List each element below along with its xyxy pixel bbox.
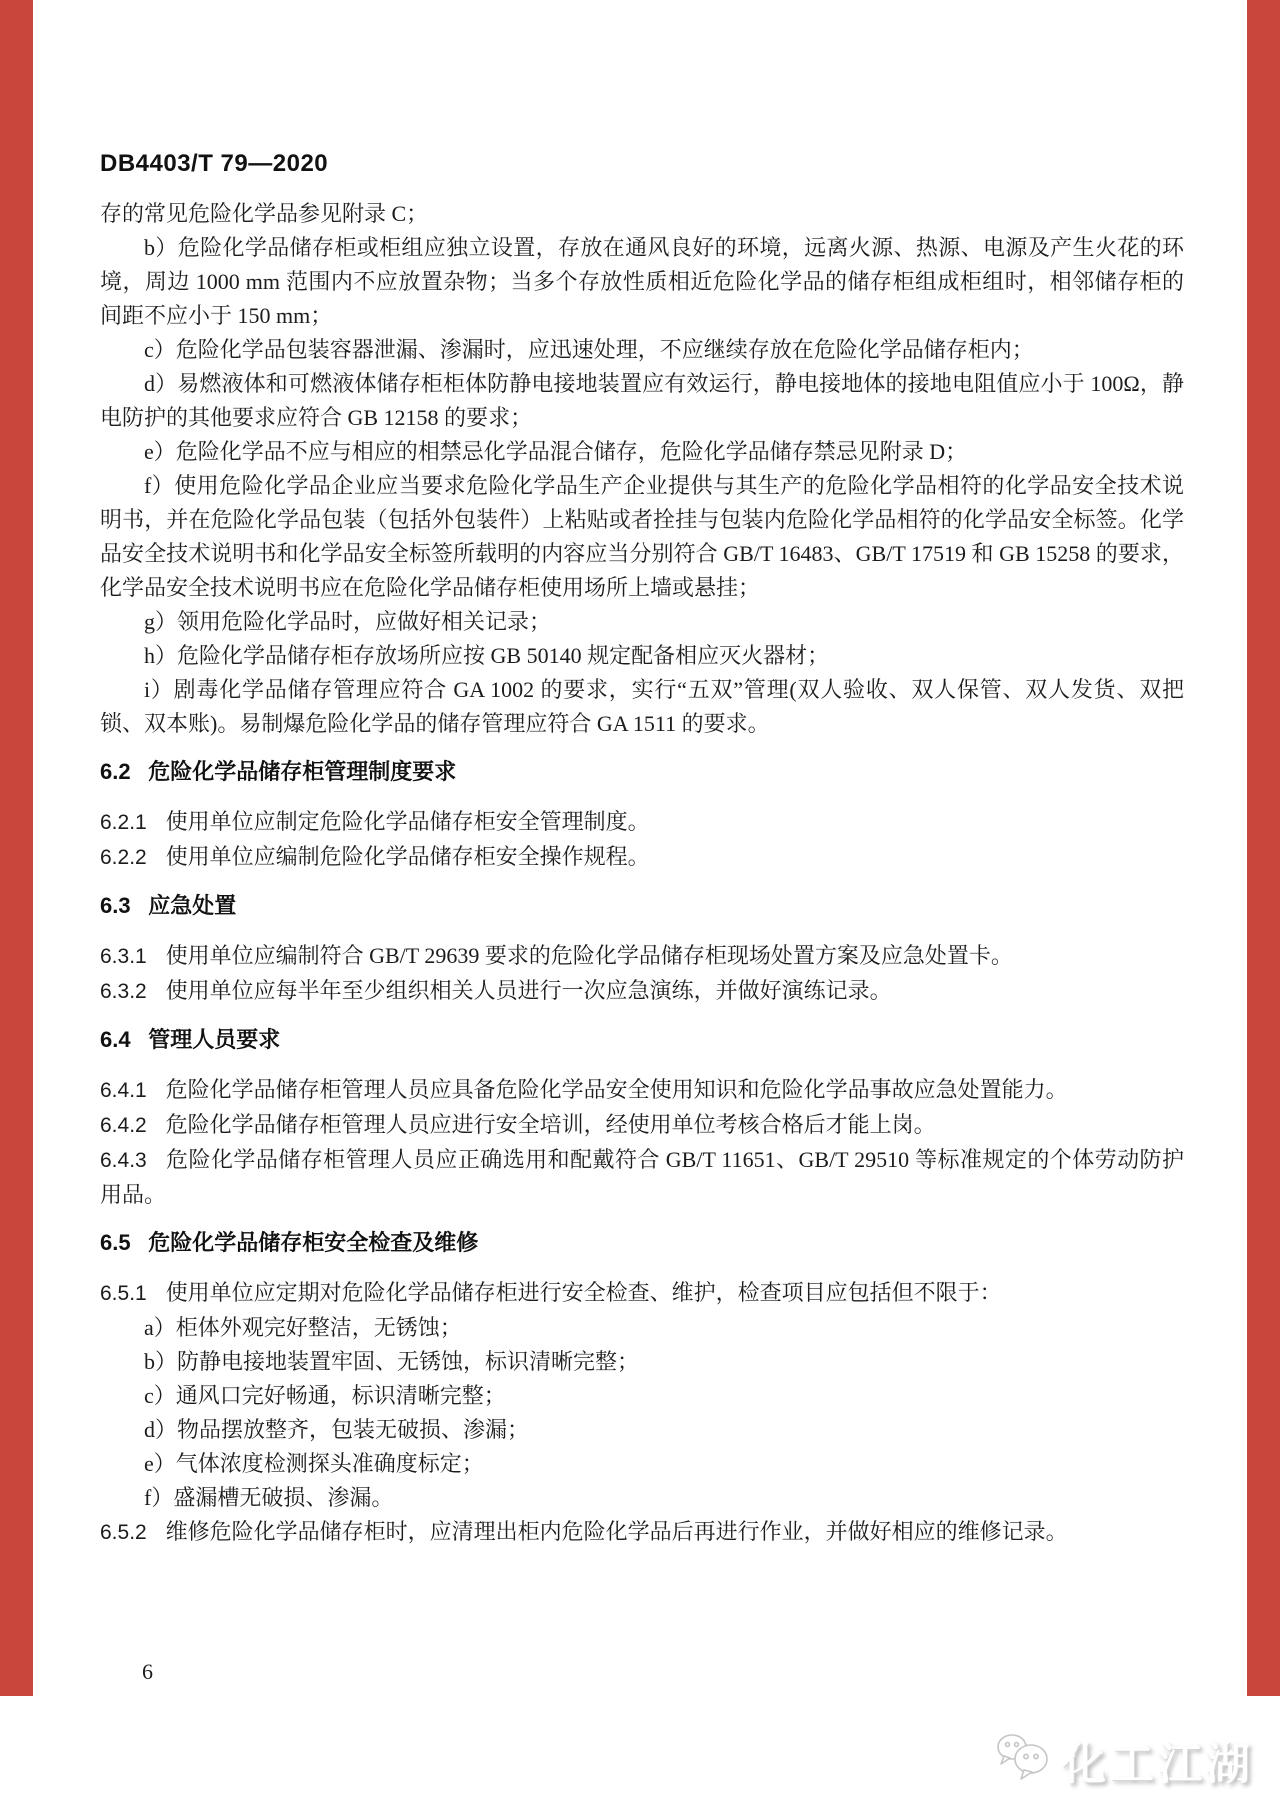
document-page [100,0,1184,1550]
clause-number: 6.2.1 [100,811,147,834]
section-number: 6.3 [100,893,131,918]
check-item-d: d）物品摆放整齐，包装无破损、渗漏； [144,1417,530,1442]
clause-6-2-2 [100,840,1184,875]
paragraph-continuation: 存的常见危险化学品参见附录 C； [100,201,429,226]
check-item-e: e）气体浓度检测探头准确度标定； [144,1451,484,1476]
clause-6-4-3 [100,1143,1184,1212]
section-title: 管理人员要求 [148,1027,281,1052]
section-heading-6-4 [100,1023,1184,1057]
clause-number: 6.3.2 [100,980,147,1003]
list-item-d: d）易燃液体和可燃液体储存柜柜体防静电接地装置应有效运行，静电接地体的接地电阻值应小于 100Ω，静电防护的其他要求应符合 GB 12158 的要求； [100,371,1184,430]
clause-text: 危险化学品储存柜管理人员应进行安全培训，经使用单位考核合格后才能上岗。 [165,1112,936,1137]
clause-text: 危险化学品储存柜管理人员应具备危险化学品安全使用知识和危险化学品事故应急处置能力。 [165,1077,1068,1102]
clause-6-4-1 [100,1073,1184,1108]
page-number: 6 [142,1659,153,1684]
clause-text: 危险化学品储存柜管理人员应正确选用和配戴符合 GB/T 11651、GB/T 29510 等标准规定的个体劳动防护用品。 [100,1147,1184,1207]
clause-6-4-2 [100,1108,1184,1143]
check-item-c: c）通风口完好畅通，标识清晰完整； [144,1383,506,1408]
doc-code: DB4403/T 79—2020 [100,150,329,177]
section-heading-6-3 [100,889,1184,923]
clause-number: 6.5.2 [100,1521,147,1544]
clause-number: 6.2.2 [100,846,147,869]
section-title: 危险化学品储存柜管理制度要求 [148,759,457,784]
clause-number: 6.4.3 [100,1149,147,1172]
clause-number: 6.4.1 [100,1079,147,1102]
section-title: 应急处置 [148,893,237,918]
clause-number: 6.4.2 [100,1114,147,1137]
clause-6-5-2 [100,1515,1184,1550]
clause-text: 维修危险化学品储存柜时，应清理出柜内危险化学品后再进行作业，并做好相应的维修记录。 [165,1519,1068,1544]
page-edge-strip-right [1247,0,1280,1696]
clause-text: 使用单位应每半年至少组织相关人员进行一次应急演练，并做好演练记录。 [165,978,892,1003]
list-item-c: c）危险化学品包装容器泄漏、渗漏时，应迅速处理，不应继续存放在危险化学品储存柜内； [144,337,1034,362]
section-number: 6.5 [100,1230,131,1255]
clause-6-3-2 [100,974,1184,1009]
clause-number: 6.3.1 [100,945,147,968]
list-item-b: b）危险化学品储存柜或柜组应独立设置，存放在通风良好的环境，远离火源、热源、电源及产生火花的环境，周边 1000 mm 范围内不应放置杂物；当多个存放性质相近危险化学品的储存柜组成柜组时，相邻储存柜的间距不应小于 150 mm； [100,235,1184,328]
clause-text: 使用单位应定期对危险化学品储存柜进行安全检查、维护，检查项目应包括但不限于： [165,1280,1002,1305]
clause-number: 6.5.1 [100,1282,147,1305]
clause-text: 使用单位应编制危险化学品储存柜安全操作规程。 [165,844,650,869]
section-title: 危险化学品储存柜安全检查及维修 [148,1230,479,1255]
check-item-f: f）盛漏槽无破损、渗漏。 [144,1485,394,1510]
check-item-b: b）防静电接地装置牢固、无锈蚀，标识清晰完整； [144,1349,640,1374]
brand-watermark-text: 化工江湖 [1062,1740,1254,1789]
clause-text: 使用单位应制定危险化学品储存柜安全管理制度。 [165,809,650,834]
list-item-e: e）危险化学品不应与相应的相禁忌化学品混合储存，危险化学品储存禁忌见附录 D； [144,439,968,464]
page-edge-strip-left [0,0,33,1696]
brand-watermark [994,1728,1254,1792]
clause-6-2-1 [100,805,1184,840]
section-heading-6-2 [100,755,1184,789]
wechat-chat-bubbles-icon [994,1731,1052,1790]
clause-6-3-1 [100,939,1184,974]
check-item-a: a）柜体外观完好整洁，无锈蚀； [144,1315,462,1340]
list-item-f: f）使用危险化学品企业应当要求危险化学品生产企业提供与其生产的危险化学品相符的化学品安全技术说明书，并在危险化学品包装（包括外包装件）上粘贴或者拴挂与包装内危险化学品相符的化学品安全标签。化学品安全技术说明书和化学品安全标签所载明的内容应当分别符合 GB/T 16483、GB/T 17519 和 GB 15258 的要求，化学品安全技术说明书应在危险化学品储存柜使用场所上墙或悬挂； [100,473,1184,600]
document-body [100,197,1184,1550]
clause-6-5-1 [100,1276,1184,1311]
clause-text: 使用单位应编制符合 GB/T 29639 要求的危险化学品储存柜现场处置方案及应急处置卡。 [165,943,1013,968]
section-heading-6-5 [100,1226,1184,1260]
list-item-h: h）危险化学品储存柜存放场所应按 GB 50140 规定配备相应灭火器材； [144,643,830,668]
list-item-i: i）剧毒化学品储存管理应符合 GA 1002 的要求，实行“五双”管理(双人验收、双人保管、双人发货、双把锁、双本账)。易制爆危险化学品的储存管理应符合 GA 1511 的要求。 [100,677,1184,736]
list-item-g: g）领用危险化学品时，应做好相关记录； [144,609,552,634]
section-number: 6.4 [100,1027,131,1052]
section-number: 6.2 [100,759,131,784]
